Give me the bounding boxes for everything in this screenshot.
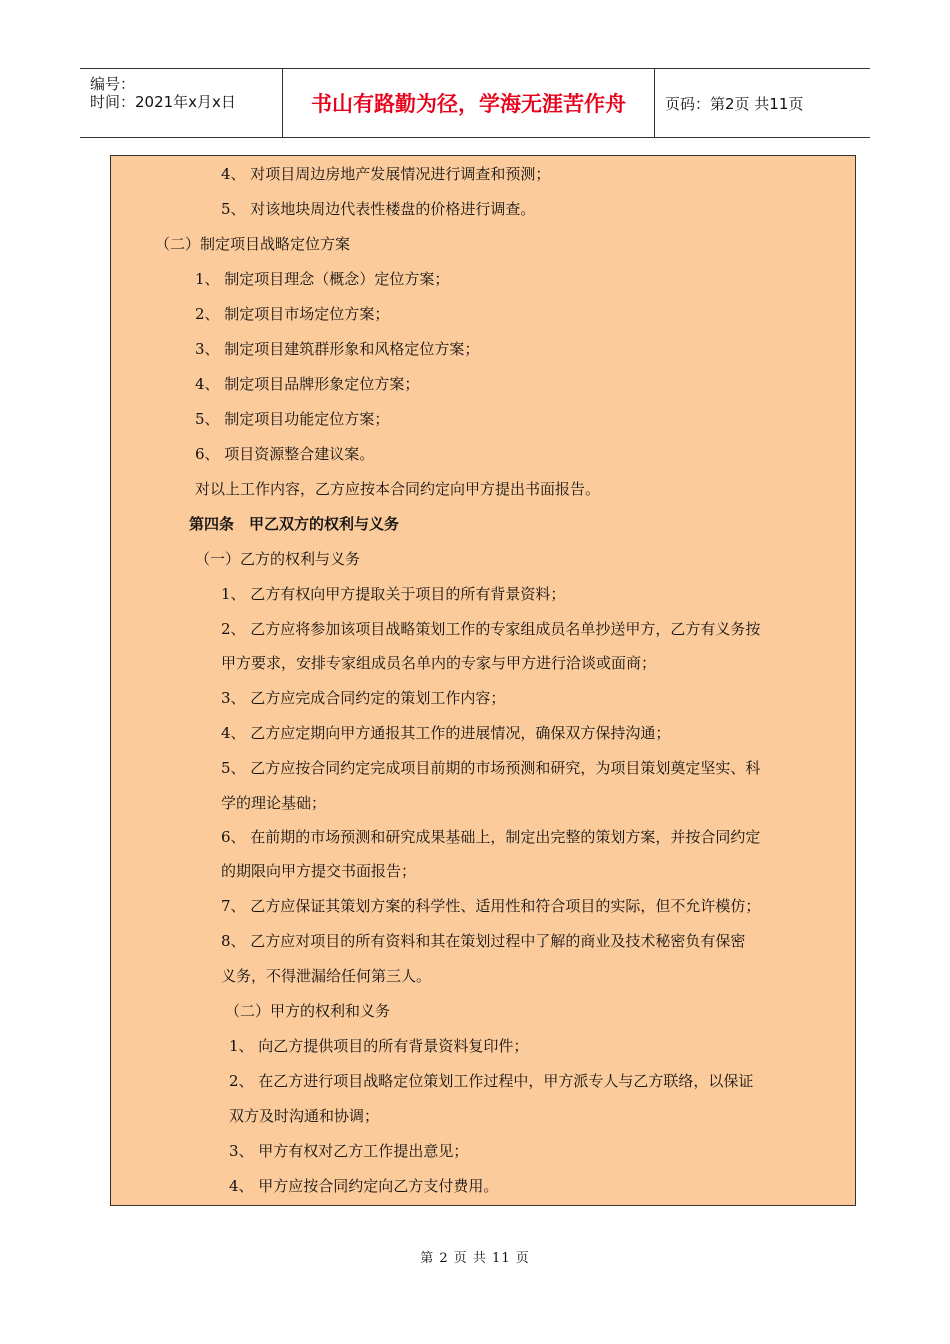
header-motto: 书山有路勤为径，学海无涯苦作舟 xyxy=(311,92,626,116)
article-heading: 第四条 甲乙双方的权利与义务 xyxy=(189,515,400,533)
list-item: 8、 乙方应对项目的所有资料和其在策划过程中了解的商业及技术秘密负有保密 xyxy=(221,932,746,950)
list-item: 1、 向乙方提供项目的所有背景资料复印件； xyxy=(229,1037,529,1055)
contract-content-box xyxy=(110,155,856,1206)
list-item-continuation: 义务，不得泄漏给任何第三人。 xyxy=(221,967,432,985)
list-item-continuation: 的期限向甲方提交书面报告； xyxy=(221,862,417,880)
section-heading: （二）制定项目战略定位方案 xyxy=(155,235,351,253)
list-item: 5、 对该地块周边代表性楼盘的价格进行调查。 xyxy=(221,200,536,218)
list-item: 4、 制定项目品牌形象定位方案； xyxy=(195,375,420,393)
list-item: 6、 在前期的市场预测和研究成果基础上，制定出完整的策划方案，并按合同约定 xyxy=(221,828,761,846)
section-heading: （一）乙方的权利与义务 xyxy=(195,550,361,568)
serial-label: 编号： xyxy=(90,75,136,93)
list-item-continuation: 甲方要求，安排专家组成员名单内的专家与甲方进行洽谈或面商； xyxy=(221,654,657,672)
page-footer: 第 2 页 共 11 页 xyxy=(420,1251,530,1266)
list-item: 4、 乙方应定期向甲方通报其工作的进展情况，确保双方保持沟通； xyxy=(221,724,671,742)
page-header xyxy=(80,68,870,138)
paragraph: 对以上工作内容，乙方应按本合同约定向甲方提出书面报告。 xyxy=(195,480,601,498)
list-item: 5、 乙方应按合同约定完成项目前期的市场预测和研究，为项目策划奠定坚实、科 xyxy=(221,759,761,777)
list-item: 4、 对项目周边房地产发展情况进行调查和预测； xyxy=(221,165,551,183)
list-item: 3、 制定项目建筑群形象和风格定位方案； xyxy=(195,340,480,358)
list-item: 5、 制定项目功能定位方案； xyxy=(195,410,390,428)
list-item-continuation: 双方及时沟通和协调； xyxy=(229,1107,380,1125)
header-page-info: 页码：第2页 共11页 xyxy=(665,94,804,113)
date-line: 时间：2021年x月x日 xyxy=(90,93,236,111)
list-item: 6、 项目资源整合建议案。 xyxy=(195,445,375,463)
list-item: 4、 甲方应按合同约定向乙方支付费用。 xyxy=(229,1177,499,1195)
list-item: 3、 乙方应完成合同约定的策划工作内容； xyxy=(221,689,506,707)
list-item: 1、 乙方有权向甲方提取关于项目的所有背景资料； xyxy=(221,585,566,603)
header-meta xyxy=(80,69,282,137)
list-item: 2、 制定项目市场定位方案； xyxy=(195,305,390,323)
list-item: 3、 甲方有权对乙方工作提出意见； xyxy=(229,1142,469,1160)
list-item: 7、 乙方应保证其策划方案的科学性、适用性和符合项目的实际，但不允许模仿； xyxy=(221,897,761,915)
list-item: 2、 乙方应将参加该项目战略策划工作的专家组成员名单抄送甲方，乙方有义务按 xyxy=(221,620,761,638)
header-divider xyxy=(654,69,655,137)
list-item: 1、 制定项目理念（概念）定位方案； xyxy=(195,270,450,288)
list-item-continuation: 学的理论基础； xyxy=(221,794,327,812)
section-heading: （二）甲方的权利和义务 xyxy=(225,1002,391,1020)
list-item: 2、 在乙方进行项目战略定位策划工作过程中，甲方派专人与乙方联络，以保证 xyxy=(229,1072,754,1090)
